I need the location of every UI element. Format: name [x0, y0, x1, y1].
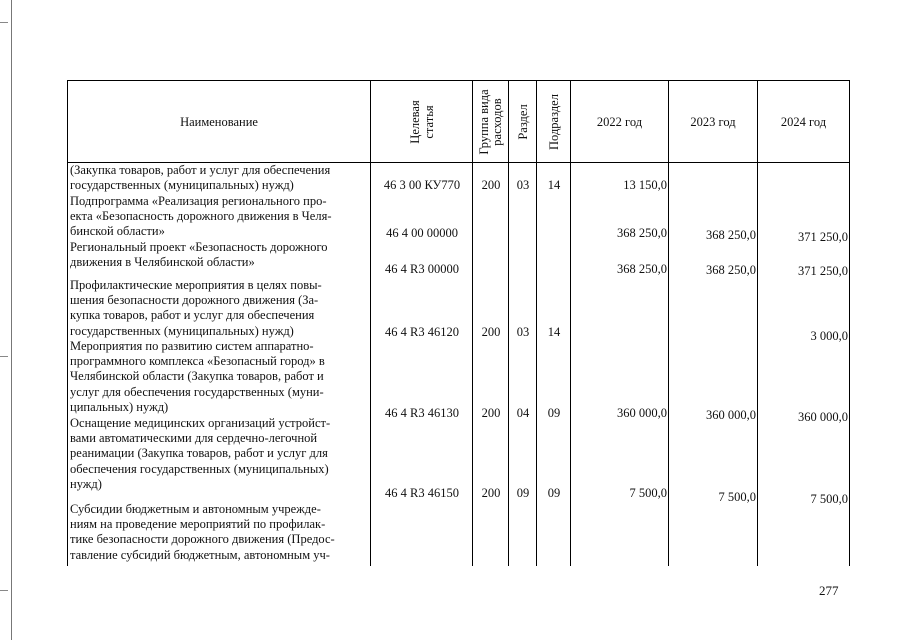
row-2024-cell: 371 250,0: [798, 264, 848, 278]
row-name-line: екта «Безопасность дорожного движения в Челя-: [70, 209, 332, 224]
row-name-cell: [70, 194, 368, 240]
row-target-cell: 46 4 R3 46130: [385, 406, 459, 420]
scan-mark: [0, 22, 8, 23]
row-name-line: тике безопасности дорожного движения (Предос-: [70, 532, 335, 547]
column-divider: [849, 163, 850, 566]
row-name-line: Субсидии бюджетным и автономным учрежде-: [70, 502, 321, 516]
row-name-cell: [70, 240, 368, 270]
row-name-line: вами автоматическими для сердечно-легочной: [70, 431, 318, 446]
header-name-label: Наименование: [180, 114, 258, 129]
row-name-line: шения безопасности дорожного движения (За-: [70, 293, 319, 308]
row-name-line: Челябинской области (Закупка товаров, работ и: [70, 369, 324, 384]
row-name-line: ципальных) нужд): [70, 399, 169, 414]
row-2023-cell: 368 250,0: [706, 263, 756, 277]
header-group-label: Группа вида расходов: [476, 88, 504, 155]
row-2022-cell: 368 250,0: [617, 262, 667, 276]
row-name-line: Мероприятия по развитию систем аппаратно-: [70, 339, 314, 353]
row-2024-cell: 7 500,0: [810, 492, 848, 506]
row-name-line: купка товаров, работ и услуг для обеспечения: [70, 308, 315, 323]
row-2023-cell: 7 500,0: [718, 490, 756, 504]
row-name-cell: [70, 339, 368, 415]
column-divider: [67, 163, 68, 566]
header-subsection: [537, 80, 571, 163]
row-subsection-cell: 14: [547, 325, 561, 339]
row-name-cell: [70, 278, 368, 339]
row-target-cell: 46 4 R3 00000: [385, 262, 459, 276]
scan-mark: [0, 356, 8, 357]
row-name-cell: [70, 502, 368, 563]
header-group: [473, 80, 509, 163]
row-target-cell: 46 4 R3 46150: [385, 486, 459, 500]
row-name-line: Подпрограмма «Реализация регионального про-: [70, 194, 327, 208]
row-name-cell: [70, 163, 368, 193]
row-section-cell: 03: [516, 178, 530, 192]
row-name-line: движения в Челябинской области»: [70, 255, 255, 270]
row-target-cell: 46 3 00 КУ770: [383, 178, 461, 192]
row-2023-cell: 360 000,0: [706, 408, 756, 422]
row-section-cell: 04: [516, 406, 530, 420]
header-target-label: Целевая статья: [407, 99, 436, 144]
row-name-line: тавление субсидий бюджетным, автономным уч-: [70, 547, 330, 562]
column-divider: [472, 163, 473, 566]
row-name-cell: [70, 416, 368, 492]
row-name-line: ниям на проведение мероприятий по профилак-: [70, 517, 326, 532]
header-section: [509, 80, 537, 163]
row-2023-cell: 368 250,0: [706, 228, 756, 242]
row-name-line: реанимации (Закупка товаров, работ и услуг для: [70, 446, 328, 461]
header-2024: [758, 80, 850, 163]
row-subsection-cell: 09: [547, 406, 561, 420]
row-section-cell: 03: [516, 325, 530, 339]
row-2022-cell: 360 000,0: [617, 406, 667, 420]
header-name: [67, 80, 371, 163]
row-target-cell: 46 4 R3 46120: [385, 325, 459, 339]
row-name-line: Оснащение медицинских организаций устройст-: [70, 416, 331, 430]
row-subsection-cell: 09: [547, 486, 561, 500]
scan-mark: [0, 590, 8, 591]
row-group-cell: 200: [481, 325, 501, 339]
row-2024-cell: 3 000,0: [810, 329, 848, 343]
row-name-line: нужд): [70, 476, 102, 491]
row-name-line: Региональный проект «Безопасность дорожного: [70, 240, 328, 254]
row-subsection-cell: 14: [547, 178, 561, 192]
row-group-cell: 200: [481, 178, 501, 192]
header-target: [371, 80, 473, 163]
row-2024-cell: 360 000,0: [798, 410, 848, 424]
header-subsection-label: Подраздел: [546, 93, 561, 150]
row-name-line: Профилактические мероприятия в целях повы-: [70, 278, 322, 292]
column-divider: [536, 163, 537, 566]
row-name-line: программного комплекса «Безопасный город» в: [70, 354, 325, 369]
header-section-label: Раздел: [515, 103, 530, 140]
row-group-cell: 200: [481, 486, 501, 500]
row-name-line: услуг для обеспечения государственных (муни-: [70, 384, 324, 399]
row-2024-cell: 371 250,0: [798, 230, 848, 244]
header-2022-label: 2022 год: [596, 114, 643, 129]
row-name-line: государственных (муниципальных) нужд): [70, 323, 294, 338]
row-name-line: государственных (муниципальных) нужд): [70, 178, 294, 193]
row-name-line: (Закупка товаров, работ и услуг для обеспечения: [70, 163, 331, 177]
budget-table: [67, 80, 850, 566]
row-target-cell: 46 4 00 00000: [386, 226, 458, 240]
row-2022-cell: 13 150,0: [623, 178, 667, 192]
column-divider: [570, 163, 571, 566]
header-2023: [669, 80, 758, 163]
row-2022-cell: 368 250,0: [617, 226, 667, 240]
header-2024-label: 2024 год: [780, 114, 827, 129]
scan-edge-line: [11, 0, 12, 640]
header-2023-label: 2023 год: [690, 114, 736, 129]
column-divider: [370, 163, 371, 566]
row-2022-cell: 7 500,0: [629, 486, 667, 500]
column-divider: [668, 163, 669, 566]
row-section-cell: 09: [516, 486, 530, 500]
row-name-line: бинской области»: [70, 224, 165, 239]
row-group-cell: 200: [481, 406, 501, 420]
header-2022: [571, 80, 669, 163]
column-divider: [508, 163, 509, 566]
page-number: 277: [819, 583, 839, 598]
row-name-line: обеспечения государственных (муниципальных): [70, 461, 329, 476]
